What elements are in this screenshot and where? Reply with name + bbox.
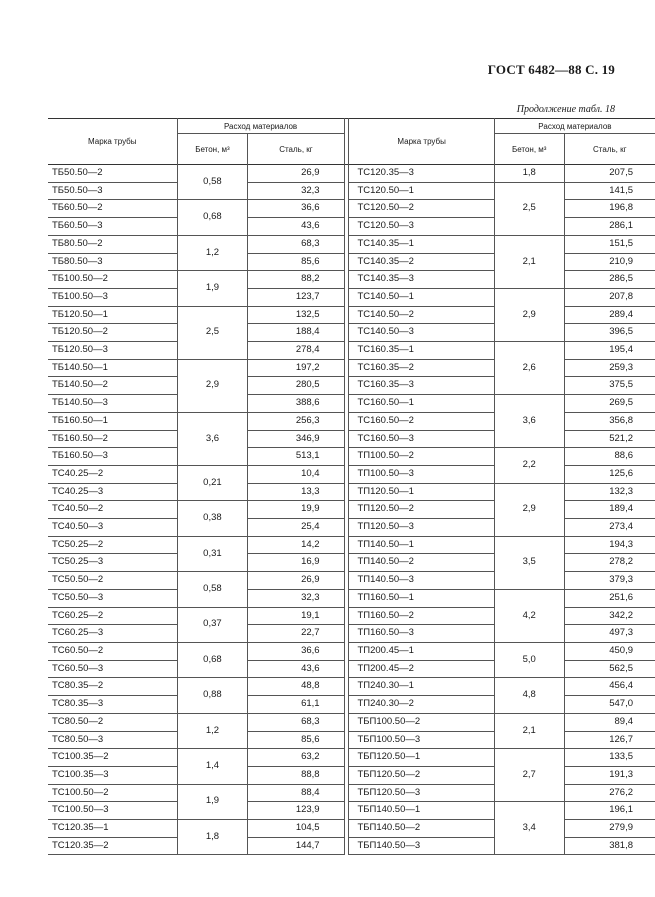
- concrete-cell: 2,9: [494, 288, 564, 341]
- pipe-mark-cell: ТС160.35—2: [349, 359, 494, 377]
- materials-table: [48, 118, 655, 855]
- table-row: [48, 359, 655, 377]
- pipe-mark-cell: ТП240.30—1: [349, 678, 494, 696]
- pipe-mark-cell: ТС160.35—1: [349, 342, 494, 360]
- table-row: [48, 501, 655, 519]
- pipe-mark-cell: ТП100.50—2: [349, 448, 494, 466]
- steel-cell: 13,3: [248, 483, 344, 501]
- steel-cell: 85,6: [248, 731, 344, 749]
- pipe-mark-cell: ТС50.50—3: [48, 589, 177, 607]
- steel-cell: 151,5: [564, 235, 655, 253]
- table-row: [48, 749, 655, 767]
- pipe-mark-cell: ТС140.35—2: [349, 253, 494, 271]
- pipe-mark-cell: ТБП100.50—2: [349, 713, 494, 731]
- steel-cell: 375,5: [564, 377, 655, 395]
- header-concrete-right: Бетон, м³: [494, 134, 564, 165]
- pipe-mark-cell: ТП120.50—3: [349, 519, 494, 537]
- pipe-mark-cell: ТБП140.50—2: [349, 820, 494, 838]
- steel-cell: 191,3: [564, 766, 655, 784]
- steel-cell: 278,4: [248, 342, 344, 360]
- pipe-mark-cell: ТБП140.50—1: [349, 802, 494, 820]
- concrete-cell: 4,2: [494, 589, 564, 642]
- pipe-mark-cell: ТП160.50—1: [349, 589, 494, 607]
- pipe-mark-cell: ТБП140.50—3: [349, 837, 494, 855]
- table-row: [48, 536, 655, 554]
- pipe-mark-cell: ТС60.50—3: [48, 660, 177, 678]
- concrete-cell: 2,9: [177, 359, 248, 412]
- concrete-cell: 3,6: [494, 395, 564, 448]
- pipe-mark-cell: ТБ60.50—3: [48, 218, 177, 236]
- steel-cell: 450,9: [564, 642, 655, 660]
- concrete-cell: 0,37: [177, 607, 248, 642]
- pipe-mark-cell: ТБ120.50—3: [48, 342, 177, 360]
- steel-cell: 189,4: [564, 501, 655, 519]
- table-row: [48, 731, 655, 749]
- table-row: [48, 465, 655, 483]
- concrete-cell: 2,7: [494, 749, 564, 802]
- steel-cell: 14,2: [248, 536, 344, 554]
- steel-cell: 123,9: [248, 802, 344, 820]
- steel-cell: 342,2: [564, 607, 655, 625]
- pipe-mark-cell: ТС140.35—3: [349, 271, 494, 289]
- pipe-mark-cell: ТС40.25—2: [48, 465, 177, 483]
- steel-cell: 256,3: [248, 412, 344, 430]
- pipe-mark-cell: ТП140.50—3: [349, 572, 494, 590]
- header-steel-left: Сталь, кг: [248, 134, 344, 165]
- steel-cell: 269,5: [564, 395, 655, 413]
- table-continuation-note: Продолжение табл. 18: [516, 104, 615, 115]
- table-row: [48, 554, 655, 572]
- table-row: [48, 288, 655, 306]
- pipe-mark-cell: ТБ80.50—3: [48, 253, 177, 271]
- pipe-mark-cell: ТС120.50—3: [349, 218, 494, 236]
- concrete-cell: 0,58: [177, 572, 248, 607]
- concrete-cell: 1,9: [177, 784, 248, 819]
- steel-cell: 88,8: [248, 766, 344, 784]
- concrete-cell: 0,68: [177, 642, 248, 677]
- concrete-cell: 1,8: [177, 820, 248, 855]
- pipe-mark-cell: ТС120.35—3: [349, 165, 494, 183]
- steel-cell: 16,9: [248, 554, 344, 572]
- pipe-mark-cell: ТС100.50—2: [48, 784, 177, 802]
- header-steel-right: Сталь, кг: [564, 134, 655, 165]
- pipe-mark-cell: ТС60.25—3: [48, 625, 177, 643]
- pipe-mark-cell: ТС60.50—2: [48, 642, 177, 660]
- steel-cell: 196,1: [564, 802, 655, 820]
- steel-cell: 68,3: [248, 235, 344, 253]
- pipe-mark-cell: ТС120.35—2: [48, 837, 177, 855]
- steel-cell: 513,1: [248, 448, 344, 466]
- steel-cell: 388,6: [248, 395, 344, 413]
- table-row: [48, 713, 655, 731]
- table-row: [48, 820, 655, 838]
- table-row: [48, 218, 655, 236]
- concrete-cell: 3,4: [494, 802, 564, 855]
- steel-cell: 123,7: [248, 288, 344, 306]
- pipe-mark-cell: ТП140.50—2: [349, 554, 494, 572]
- steel-cell: 25,4: [248, 519, 344, 537]
- steel-cell: 48,8: [248, 678, 344, 696]
- steel-cell: 89,4: [564, 713, 655, 731]
- steel-cell: 36,6: [248, 200, 344, 218]
- steel-cell: 141,5: [564, 182, 655, 200]
- concrete-cell: 2,1: [494, 235, 564, 288]
- pipe-mark-cell: ТБ160.50—2: [48, 430, 177, 448]
- table-row: [48, 766, 655, 784]
- concrete-cell: 1,2: [177, 235, 248, 270]
- pipe-mark-cell: ТБП100.50—3: [349, 731, 494, 749]
- concrete-cell: 2,6: [494, 342, 564, 395]
- steel-cell: 279,9: [564, 820, 655, 838]
- steel-cell: 396,5: [564, 324, 655, 342]
- concrete-cell: 3,5: [494, 536, 564, 589]
- steel-cell: 547,0: [564, 696, 655, 714]
- table-row: [48, 607, 655, 625]
- pipe-mark-cell: ТС120.50—1: [349, 182, 494, 200]
- concrete-cell: 0,31: [177, 536, 248, 571]
- pipe-mark-cell: ТС40.50—2: [48, 501, 177, 519]
- table-row: [48, 235, 655, 253]
- header-materials-right: Расход материалов: [538, 121, 612, 131]
- concrete-cell: 2,2: [494, 448, 564, 483]
- steel-cell: 68,3: [248, 713, 344, 731]
- steel-cell: 197,2: [248, 359, 344, 377]
- table-row: [48, 589, 655, 607]
- steel-cell: 276,2: [564, 784, 655, 802]
- steel-cell: 379,3: [564, 572, 655, 590]
- pipe-mark-cell: ТС80.35—3: [48, 696, 177, 714]
- pipe-mark-cell: ТС160.50—1: [349, 395, 494, 413]
- pipe-mark-cell: ТС140.35—1: [349, 235, 494, 253]
- concrete-cell: 1,2: [177, 713, 248, 748]
- table-row: [48, 395, 655, 413]
- steel-cell: 521,2: [564, 430, 655, 448]
- pipe-mark-cell: ТП100.50—3: [349, 465, 494, 483]
- pipe-mark-cell: ТС120.50—2: [349, 200, 494, 218]
- concrete-cell: 2,5: [494, 182, 564, 235]
- pipe-mark-cell: ТБП120.50—1: [349, 749, 494, 767]
- concrete-cell: 2,5: [177, 306, 248, 359]
- table-row: [48, 483, 655, 501]
- steel-cell: 43,6: [248, 660, 344, 678]
- pipe-mark-cell: ТП200.45—1: [349, 642, 494, 660]
- steel-cell: 125,6: [564, 465, 655, 483]
- pipe-mark-cell: ТБ100.50—3: [48, 288, 177, 306]
- pipe-mark-cell: ТС160.50—3: [349, 430, 494, 448]
- concrete-cell: 1,9: [177, 271, 248, 306]
- pipe-mark-cell: ТС80.50—3: [48, 731, 177, 749]
- steel-cell: 251,6: [564, 589, 655, 607]
- header-concrete-left: Бетон, м³: [177, 134, 248, 165]
- pipe-mark-cell: ТС140.50—2: [349, 306, 494, 324]
- pipe-mark-cell: ТП120.50—2: [349, 501, 494, 519]
- steel-cell: 194,3: [564, 536, 655, 554]
- steel-cell: 88,4: [248, 784, 344, 802]
- steel-cell: 133,5: [564, 749, 655, 767]
- pipe-mark-cell: ТП200.45—2: [349, 660, 494, 678]
- steel-cell: 456,4: [564, 678, 655, 696]
- steel-cell: 144,7: [248, 837, 344, 855]
- steel-cell: 196,8: [564, 200, 655, 218]
- pipe-mark-cell: ТС160.50—2: [349, 412, 494, 430]
- table-row: [48, 678, 655, 696]
- steel-cell: 85,6: [248, 253, 344, 271]
- pipe-mark-cell: ТС140.50—1: [349, 288, 494, 306]
- pipe-mark-cell: ТБП120.50—3: [349, 784, 494, 802]
- steel-cell: 278,2: [564, 554, 655, 572]
- table-row: [48, 200, 655, 218]
- table-row: [48, 253, 655, 271]
- steel-cell: 381,8: [564, 837, 655, 855]
- steel-cell: 346,9: [248, 430, 344, 448]
- steel-cell: 26,9: [248, 165, 344, 183]
- pipe-mark-cell: ТС100.35—3: [48, 766, 177, 784]
- steel-cell: 188,4: [248, 324, 344, 342]
- steel-cell: 10,4: [248, 465, 344, 483]
- pipe-mark-cell: ТС80.50—2: [48, 713, 177, 731]
- pipe-mark-cell: ТП240.30—2: [349, 696, 494, 714]
- pipe-mark-cell: ТБ60.50—2: [48, 200, 177, 218]
- concrete-cell: 0,68: [177, 200, 248, 235]
- pipe-mark-cell: ТС40.25—3: [48, 483, 177, 501]
- pipe-mark-cell: ТС50.50—2: [48, 572, 177, 590]
- concrete-cell: 0,88: [177, 678, 248, 713]
- steel-cell: 132,5: [248, 306, 344, 324]
- pipe-mark-cell: ТБ50.50—2: [48, 165, 177, 183]
- pipe-mark-cell: ТБ120.50—1: [48, 306, 177, 324]
- table-row: [48, 696, 655, 714]
- table-row: [48, 660, 655, 678]
- table-row: [48, 430, 655, 448]
- table-row: [48, 342, 655, 360]
- table-row: [48, 306, 655, 324]
- steel-cell: 19,9: [248, 501, 344, 519]
- pipe-mark-cell: ТП120.50—1: [349, 483, 494, 501]
- steel-cell: 88,6: [564, 448, 655, 466]
- steel-cell: 43,6: [248, 218, 344, 236]
- steel-cell: 32,3: [248, 182, 344, 200]
- header-mark-right: Марка трубы: [349, 119, 494, 165]
- pipe-mark-cell: ТС50.25—3: [48, 554, 177, 572]
- steel-cell: 104,5: [248, 820, 344, 838]
- pipe-mark-cell: ТС160.35—3: [349, 377, 494, 395]
- pipe-mark-cell: ТС120.35—1: [48, 820, 177, 838]
- concrete-cell: 2,9: [494, 483, 564, 536]
- table-row: [48, 572, 655, 590]
- steel-cell: 497,3: [564, 625, 655, 643]
- concrete-cell: 0,21: [177, 465, 248, 500]
- steel-cell: 356,8: [564, 412, 655, 430]
- steel-cell: 210,9: [564, 253, 655, 271]
- concrete-cell: 1,8: [494, 165, 564, 183]
- concrete-cell: 0,38: [177, 501, 248, 536]
- pipe-mark-cell: ТБ100.50—2: [48, 271, 177, 289]
- pipe-mark-cell: ТБ160.50—3: [48, 448, 177, 466]
- pipe-mark-cell: ТС100.35—2: [48, 749, 177, 767]
- steel-cell: 207,5: [564, 165, 655, 183]
- steel-cell: 207,8: [564, 288, 655, 306]
- table-row: [48, 377, 655, 395]
- concrete-cell: 4,8: [494, 678, 564, 713]
- table-row: [48, 412, 655, 430]
- page-header: ГОСТ 6482—88 С. 19: [487, 62, 615, 77]
- pipe-mark-cell: ТС60.25—2: [48, 607, 177, 625]
- steel-cell: 286,1: [564, 218, 655, 236]
- pipe-mark-cell: ТБ140.50—3: [48, 395, 177, 413]
- concrete-cell: 0,58: [177, 165, 248, 200]
- steel-cell: 273,4: [564, 519, 655, 537]
- steel-cell: 259,3: [564, 359, 655, 377]
- pipe-mark-cell: ТБ160.50—1: [48, 412, 177, 430]
- pipe-mark-cell: ТБ120.50—2: [48, 324, 177, 342]
- table-row: [48, 182, 655, 200]
- concrete-cell: 1,4: [177, 749, 248, 784]
- table-row: [48, 324, 655, 342]
- steel-cell: 32,3: [248, 589, 344, 607]
- table-row: [48, 519, 655, 537]
- concrete-cell: 3,6: [177, 412, 248, 465]
- steel-cell: 61,1: [248, 696, 344, 714]
- steel-cell: 286,5: [564, 271, 655, 289]
- table-body: [48, 165, 655, 855]
- pipe-mark-cell: ТС140.50—3: [349, 324, 494, 342]
- pipe-mark-cell: ТС40.50—3: [48, 519, 177, 537]
- table-row: [48, 448, 655, 466]
- pipe-mark-cell: ТП160.50—2: [349, 607, 494, 625]
- steel-cell: 26,9: [248, 572, 344, 590]
- table-row: [48, 165, 655, 183]
- pipe-mark-cell: ТП160.50—3: [349, 625, 494, 643]
- table-row: [48, 837, 655, 855]
- pipe-mark-cell: ТС100.50—3: [48, 802, 177, 820]
- steel-cell: 22,7: [248, 625, 344, 643]
- pipe-mark-cell: ТС80.35—2: [48, 678, 177, 696]
- steel-cell: 195,4: [564, 342, 655, 360]
- steel-cell: 562,5: [564, 660, 655, 678]
- pipe-mark-cell: ТБ50.50—3: [48, 182, 177, 200]
- steel-cell: 132,3: [564, 483, 655, 501]
- table-row: [48, 784, 655, 802]
- concrete-cell: 2,1: [494, 713, 564, 748]
- steel-cell: 280,5: [248, 377, 344, 395]
- pipe-mark-cell: ТБ140.50—2: [48, 377, 177, 395]
- steel-cell: 63,2: [248, 749, 344, 767]
- header-mark-left: Марка трубы: [48, 119, 177, 165]
- steel-cell: 289,4: [564, 306, 655, 324]
- concrete-cell: 5,0: [494, 642, 564, 677]
- steel-cell: 126,7: [564, 731, 655, 749]
- steel-cell: 19,1: [248, 607, 344, 625]
- pipe-mark-cell: ТБП120.50—2: [349, 766, 494, 784]
- table-row: [48, 642, 655, 660]
- pipe-mark-cell: ТБ140.50—1: [48, 359, 177, 377]
- steel-cell: 36,6: [248, 642, 344, 660]
- header-materials-left: Расход материалов: [177, 119, 344, 134]
- table-row: [48, 625, 655, 643]
- pipe-mark-cell: ТС50.25—2: [48, 536, 177, 554]
- pipe-mark-cell: ТП140.50—1: [349, 536, 494, 554]
- table-row: [48, 802, 655, 820]
- table-row: [48, 271, 655, 289]
- pipe-mark-cell: ТБ80.50—2: [48, 235, 177, 253]
- steel-cell: 88,2: [248, 271, 344, 289]
